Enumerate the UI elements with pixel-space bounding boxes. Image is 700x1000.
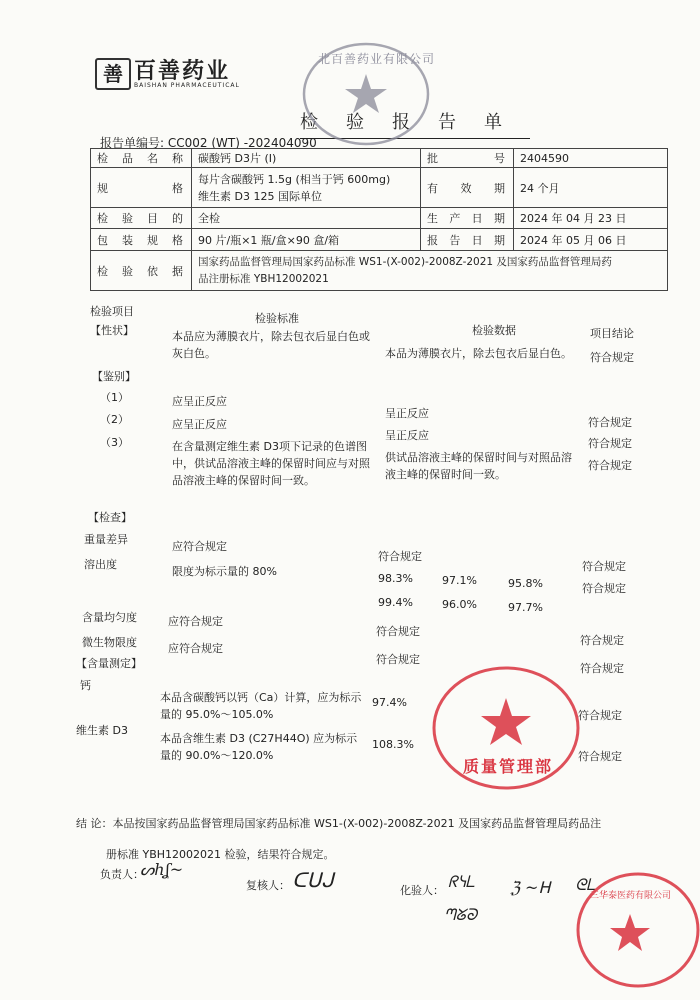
- reviewer-label: 复核人：: [246, 879, 290, 892]
- character-data: 本品为薄膜衣片，除去包衣后显白色。: [385, 347, 572, 360]
- batch-number: 2404590: [514, 149, 668, 168]
- uniformity-standard: 应符合规定: [168, 615, 223, 628]
- product-name: 碳酸钙 D3片 (I): [192, 149, 421, 168]
- dissolution-value-4: 99.4%: [378, 596, 413, 609]
- dissolution-value-3: 95.8%: [508, 577, 543, 590]
- company-logo-icon: 善: [95, 58, 131, 90]
- basis-line1: 国家药品监督管理局国家药品标准 WS1-(X-002)-2008Z-2021 及国家药品监督管理局药: [198, 255, 612, 268]
- report-number: 报告单编号: CC002 (WT) -202404090: [100, 136, 317, 150]
- ident-std-1: 应呈正反应: [172, 395, 227, 408]
- microbial-data: 符合规定: [376, 653, 420, 666]
- spec-line2: 维生素 D3 125 国际单位: [198, 189, 322, 203]
- tester-label: 化验人：: [400, 884, 444, 897]
- ident-num-1: （1）: [100, 391, 129, 404]
- uniformity-label: 含量均匀度: [82, 611, 137, 624]
- calcium-label: 钙: [80, 679, 91, 692]
- dissolution-value-2: 97.1%: [442, 574, 477, 587]
- uniformity-conclusion: 符合规定: [580, 634, 624, 647]
- conclusion-line2: 册标准 YBH12002021 检验，结果符合规定。: [106, 848, 335, 861]
- col-conclusion: 项目结论: [590, 327, 634, 340]
- label-batch: 批号: [421, 149, 514, 168]
- ident-c-2: 符合规定: [588, 437, 632, 450]
- tester-signature-2-icon: ℨ ~ᕼ: [510, 878, 551, 897]
- purpose-value: 全检: [192, 208, 421, 229]
- character-standard: 本品应为薄膜衣片，除去包衣后显白色或灰白色。: [172, 330, 370, 360]
- calcium-standard: 本品含碳酸钙以钙（Ca）计算，应为标示量的 95.0%～105.0%: [160, 691, 362, 721]
- col-data: 检验数据: [472, 324, 516, 337]
- vitamin-d3-standard: 本品含维生素 D3 (C27H44O) 应为标示量的 90.0%～120.0%: [160, 732, 358, 762]
- microbial-standard: 应符合规定: [168, 642, 223, 655]
- microbial-conclusion: 符合规定: [580, 662, 624, 675]
- gray-seal-text: 北百善药业有限公司: [318, 52, 436, 66]
- ident-data-3: 供试品溶液主峰的保留时间与对照品溶液主峰的保留时间一致。: [385, 451, 572, 481]
- report-date-value: 2024 年 05 月 06 日: [514, 229, 668, 251]
- label-purpose: 检验目的: [91, 208, 192, 229]
- ident-num-2: （2）: [100, 413, 129, 426]
- label-report-date: 报告日期: [421, 229, 514, 251]
- page-title: 检验报告单: [300, 108, 530, 139]
- ident-data-1: 呈正反应: [385, 407, 429, 420]
- col-item: 检验项目: [90, 305, 134, 318]
- section-character: 【性状】: [90, 324, 134, 337]
- character-conclusion: 符合规定: [590, 351, 634, 364]
- weight-conclusion: 符合规定: [582, 560, 626, 573]
- company-name: 百善药业: [134, 59, 231, 84]
- spec-line1: 每片含碳酸钙 1.5g (相当于钙 600mg): [198, 172, 391, 186]
- ident-std-2: 应呈正反应: [172, 418, 227, 431]
- section-assay: 【含量测定】: [76, 657, 142, 670]
- pack-value: 90 片/瓶×1 瓶/盒×90 盒/箱: [192, 229, 421, 251]
- dissolution-value-1: 98.3%: [378, 572, 413, 585]
- section-identification: 【鉴别】: [92, 370, 136, 383]
- label-validity: 有效期: [421, 168, 514, 208]
- ident-num-3: （3）: [100, 436, 129, 449]
- label-pack: 包装规格: [91, 229, 192, 251]
- ident-c-1: 符合规定: [588, 416, 632, 429]
- dissolution-standard: 限度为标示量的 80%: [172, 565, 277, 578]
- validity-value: 24 个月: [514, 168, 668, 208]
- vitamin-d3-conclusion: 符合规定: [578, 750, 622, 763]
- calcium-data: 97.4%: [372, 696, 407, 709]
- tester-signature-4-icon: ᘉᘜᘐ: [444, 905, 478, 924]
- weight-label: 重量差异: [84, 533, 128, 546]
- company-name-en: BAISHAN PHARMACEUTICAL: [134, 82, 240, 89]
- head-signature-icon: ᔕhʆ~: [140, 860, 184, 879]
- basis-line2: 品注册标准 YBH12002021: [198, 272, 329, 285]
- vitamin-d3-data: 108.3%: [372, 738, 414, 751]
- ident-c-3: 符合规定: [588, 459, 632, 472]
- calcium-conclusion: 符合规定: [578, 709, 622, 722]
- microbial-label: 微生物限度: [82, 636, 137, 649]
- ident-std-3: 在含量测定维生素 D3项下记录的色谱图中，供试品溶液主峰的保留时间应与对照品溶液主峰的保留时间一致。: [172, 440, 370, 487]
- dissolution-value-6: 97.7%: [508, 601, 543, 614]
- uniformity-data: 符合规定: [376, 625, 420, 638]
- label-basis: 检验依据: [91, 251, 192, 291]
- tester-signature-icon: ᖇᓭᒪ: [448, 872, 476, 891]
- dissolution-conclusion: 符合规定: [582, 582, 626, 595]
- basis-value: [192, 251, 668, 291]
- dissolution-label: 溶出度: [84, 558, 117, 571]
- conclusion-line1: 结 论：本品按国家药品监督管理局国家药品标准 WS1-(X-002)-2008Z-2021 及国家药品监督管理局药品注: [76, 817, 602, 830]
- tester-signature-3-icon: ᘓᒪ: [575, 875, 596, 894]
- col-standard: 检验标准: [255, 312, 299, 325]
- section-inspection: 【检查】: [88, 511, 132, 524]
- label-spec: 规格: [91, 168, 192, 208]
- ident-data-2: 呈正反应: [385, 429, 429, 442]
- head-label: 负责人：: [100, 868, 144, 881]
- quality-seal-text: 质量管理部: [463, 757, 554, 776]
- vitamin-d3-label: 维生素 D3: [76, 724, 128, 737]
- weight-data: 符合规定: [378, 550, 422, 563]
- weight-standard: 应符合规定: [172, 540, 227, 553]
- reviewer-signature-icon: ᑕᑌᒍ: [292, 868, 334, 892]
- label-product: 检品名称: [91, 149, 192, 168]
- bottom-seal-text: 三华泰医药有限公司: [590, 891, 672, 901]
- dissolution-value-5: 96.0%: [442, 598, 477, 611]
- info-table: [90, 148, 668, 291]
- spec-value: [192, 168, 421, 208]
- prod-date-value: 2024 年 04 月 23 日: [514, 208, 668, 229]
- label-prod-date: 生产日期: [421, 208, 514, 229]
